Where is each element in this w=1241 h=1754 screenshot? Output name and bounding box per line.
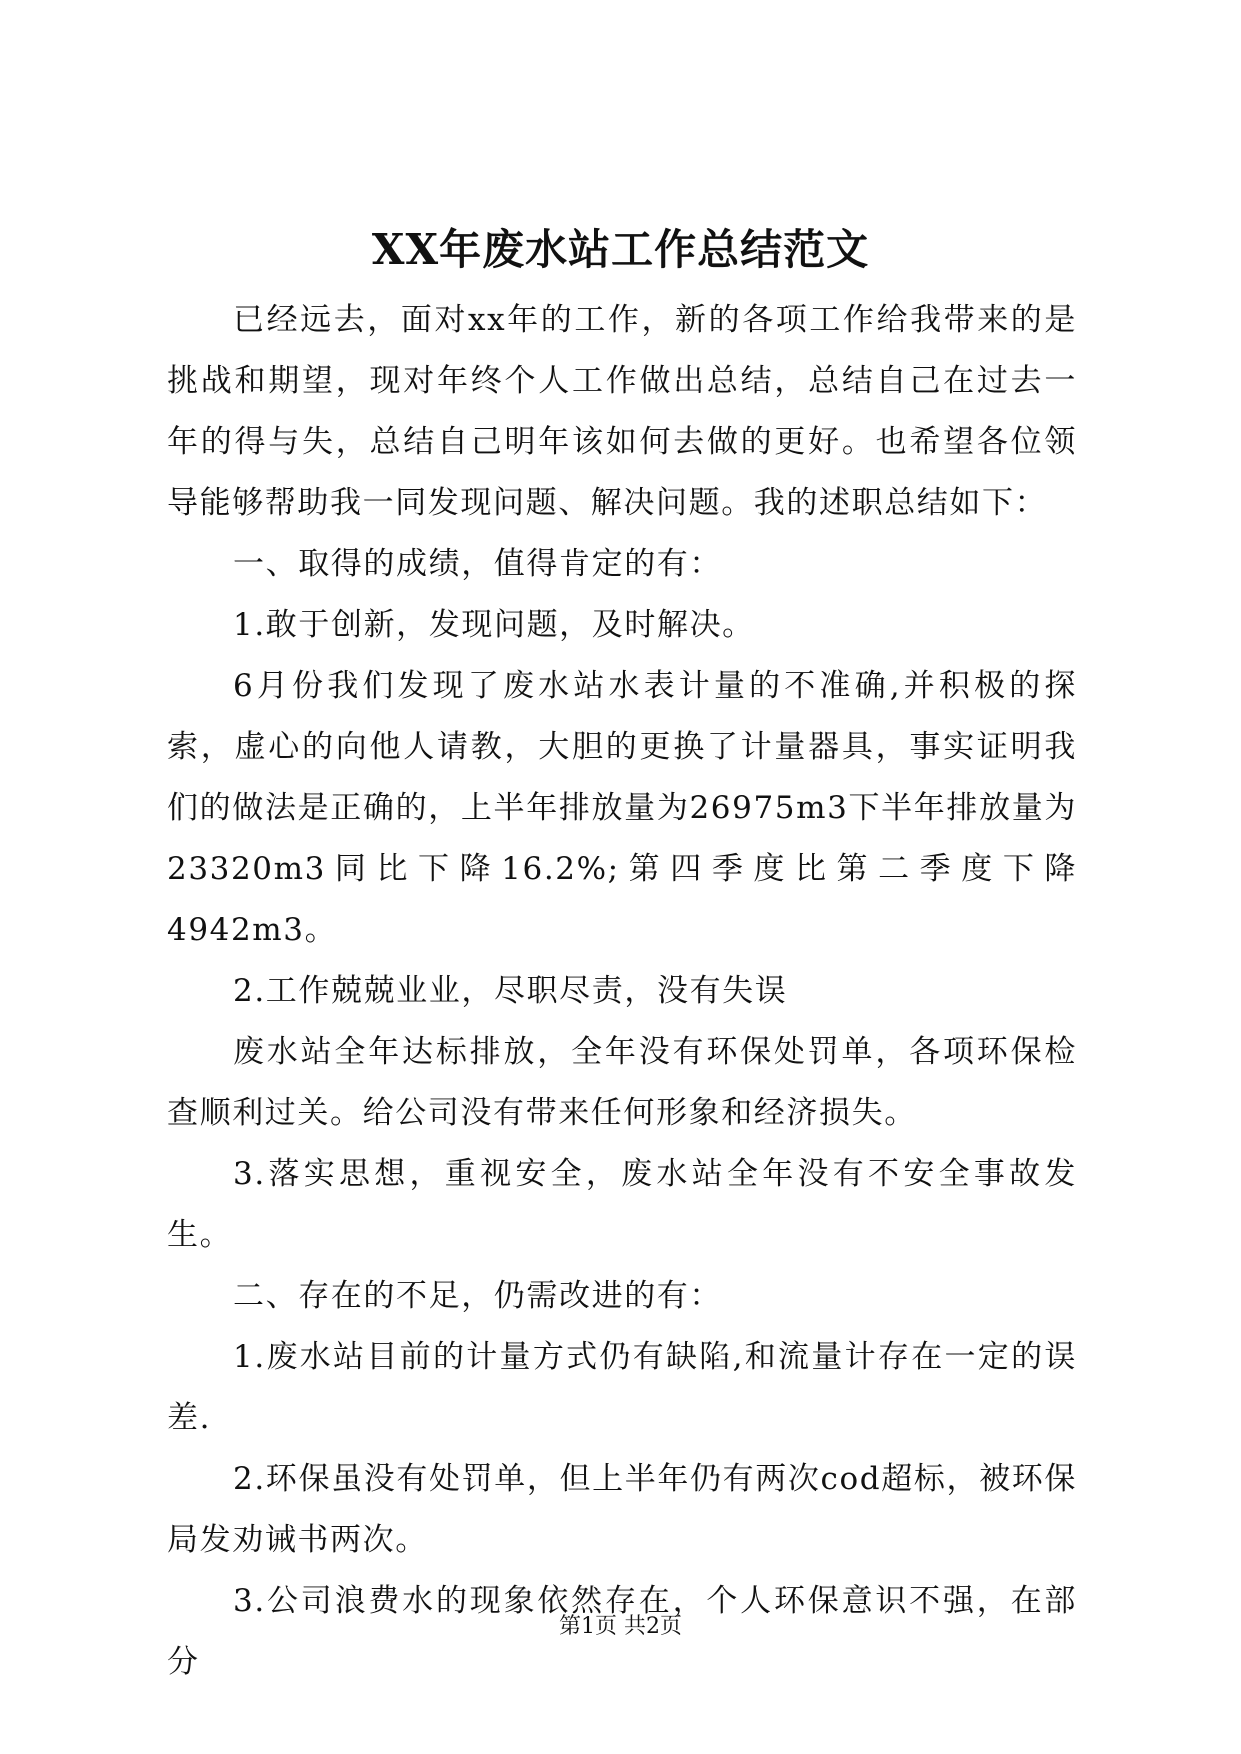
item-diligence: 2.工作兢兢业业，尽职尽责，没有失误 bbox=[233, 973, 788, 1009]
paragraph-intro: 已经远去，面对xx年的工作，新的各项工作给我带来的是挑战和期望，现对年终个人工作做出总结，总结自己在过去一年的得与失，总结自己明年该如何去做的更好。也希望各位领导能够帮助我一同发现问题、解决问题。我的述职总结如下： bbox=[167, 302, 1077, 521]
page-footer: 第1页 共2页 bbox=[559, 1614, 682, 1639]
item-cod-exceed: 2.环保虽没有处罚单，但上半年仍有两次cod超标，被环保局发劝诫书两次。 bbox=[167, 1461, 1077, 1558]
item-safety: 3.落实思想，重视安全，废水站全年没有不安全事故发生。 bbox=[167, 1156, 1077, 1253]
heading-achievements: 一、取得的成绩，值得肯定的有： bbox=[233, 546, 722, 582]
item-metering-defect: 1.废水站目前的计量方式仍有缺陷,和流量计存在一定的误差. bbox=[167, 1339, 1077, 1436]
item-water-waste: 3.公司浪费水的现象依然存在，个人环保意识不强，在部分 bbox=[167, 1583, 1077, 1680]
heading-shortcomings: 二、存在的不足，仍需改进的有： bbox=[233, 1278, 722, 1314]
paragraph-metering: 6月份我们发现了废水站水表计量的不准确,并积极的探索，虚心的向他人请教，大胆的更换了计量器具，事实证明我们的做法是正确的，上半年排放量为26975m3下半年排放量为23320m3同比下降16.2%;第四季度比第二季度下降4942m3。 bbox=[167, 668, 1077, 948]
document-title: XX年废水站工作总结范文 bbox=[371, 225, 870, 274]
document-body bbox=[167, 290, 1077, 1693]
item-innovation: 1.敢于创新，发现问题，及时解决。 bbox=[233, 607, 755, 643]
paragraph-compliance: 废水站全年达标排放，全年没有环保处罚单，各项环保检查顺利过关。给公司没有带来任何形象和经济损失。 bbox=[167, 1034, 1077, 1131]
